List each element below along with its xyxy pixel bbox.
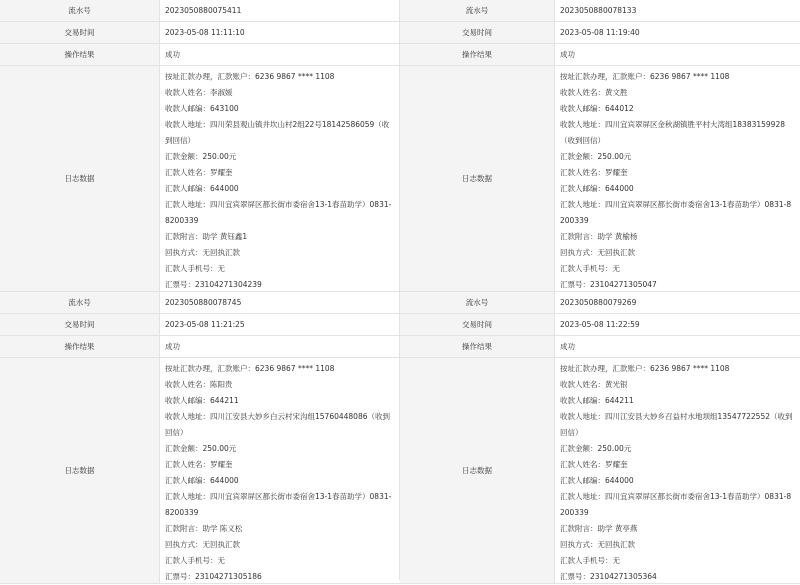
record-card-1 [0,0,400,292]
trade-time-value: 2023-05-08 11:21:25 [165,320,245,329]
log-line: 回执方式：无回执汇款 [165,248,240,257]
record-card-2 [400,0,800,292]
log-line: 收款人姓名：李淑媛 [165,88,233,97]
result-row [400,44,800,66]
log-line: 收款人地址：四川荣县观山镇井坎山村2组22号18142586059（收到回信） [165,120,390,145]
serial-label: 流水号 [0,0,160,21]
serial-value: 2023050880078745 [165,298,242,307]
result-value: 成功 [165,50,180,59]
trade-time-row [400,22,800,44]
log-line: 按址汇款办理，汇款账户：6236 9867 **** 1108 [560,364,730,373]
log-data [160,66,400,291]
result-label: 操作结果 [0,44,160,65]
serial-row [400,292,800,314]
trade-time-value: 2023-05-08 11:22:59 [560,320,640,329]
log-line: 汇款附言：助学 黄钰鑫1 [165,232,248,241]
serial-label: 流水号 [400,292,555,313]
log-line: 回执方式：无回执汇款 [165,540,240,549]
log-line: 收款人姓名：陈阳贵 [165,380,233,389]
result-row [400,336,800,358]
result-value: 成功 [560,342,575,351]
trade-time-row [0,22,400,44]
log-line: 汇款人地址：四川宜宾翠屏区都长街市委宿舍13-1春苗助学）0831-8200339 [560,200,792,225]
trade-time-label: 交易时间 [400,314,555,335]
log-line: 汇款金额：250.00元 [560,152,632,161]
log-line: 汇票号：23104271305186 [165,572,262,581]
log-line: 汇款金额：250.00元 [165,152,237,161]
record-card-4 [400,292,800,584]
log-line: 回执方式：无回执汇款 [560,248,635,257]
serial-label: 流水号 [400,0,555,21]
result-label: 操作结果 [400,336,555,357]
log-line: 汇款人手机号：无 [165,556,225,565]
log-line: 汇款附言：助学 黄榆杨 [560,232,638,241]
trade-time-value: 2023-05-08 11:11:10 [165,28,245,37]
log-line: 按址汇款办理，汇款账户：6236 9867 **** 1108 [165,364,335,373]
log-line: 收款人地址：四川江安县大妙乡召益村水地坝组13547722552（收到回信） [560,412,793,437]
log-line: 收款人地址：四川宜宾翠屏区金秋湖镇胜平村大湾组18383159928（收到回信） [560,120,785,145]
result-row [0,336,400,358]
log-line: 汇款人姓名：罗耀奎 [165,460,233,469]
log-line: 汇款人邮编：644000 [560,476,634,485]
log-line: 回执方式：无回执汇款 [560,540,635,549]
log-row [400,358,800,584]
log-line: 汇票号：23104271304239 [165,280,262,289]
log-line: 汇款人地址：四川宜宾翠屏区都长街市委宿舍13-1春苗助学）0831-8200339 [165,492,392,517]
log-line: 汇票号：23104271305047 [560,280,657,289]
trade-time-label: 交易时间 [0,314,160,335]
log-line: 汇款人姓名：罗耀奎 [165,168,233,177]
log-line: 汇款附言：助学 黄亭燕 [560,524,638,533]
log-label: 日志数据 [0,358,160,583]
log-label: 日志数据 [0,66,160,291]
log-label: 日志数据 [400,358,555,583]
log-row [0,66,400,292]
serial-label: 流水号 [0,292,160,313]
result-label: 操作结果 [400,44,555,65]
log-line: 汇款金额：250.00元 [560,444,632,453]
log-line: 汇款人手机号：无 [560,264,620,273]
serial-value: 2023050880075411 [165,6,242,15]
trade-time-row [0,314,400,336]
log-line: 汇款金额：250.00元 [165,444,237,453]
trade-time-row [400,314,800,336]
log-data [160,358,400,583]
serial-value: 2023050880079269 [560,298,637,307]
serial-row [400,0,800,22]
serial-value: 2023050880078133 [560,6,637,15]
log-line: 汇款人手机号：无 [165,264,225,273]
log-line: 汇款人姓名：罗耀奎 [560,460,628,469]
result-value: 成功 [165,342,180,351]
log-line: 按址汇款办理，汇款账户：6236 9867 **** 1108 [560,72,730,81]
log-line: 收款人邮编：643100 [165,104,239,113]
log-line: 汇款人地址：四川宜宾翠屏区都长街市委宿舍13-1春苗助学）0831-8200339 [165,200,392,225]
log-line: 收款人邮编：644211 [165,396,239,405]
result-row [0,44,400,66]
log-row [400,66,800,292]
record-card-3 [0,292,400,584]
log-line: 汇款人姓名：罗耀奎 [560,168,628,177]
log-line: 收款人地址：四川江安县大妙乡白云村宋沟组15760448086（收到回信） [165,412,390,437]
log-line: 汇款人手机号：无 [560,556,620,565]
log-line: 收款人姓名：黄光银 [560,380,628,389]
log-line: 汇款人邮编：644000 [165,184,239,193]
log-line: 汇款人地址：四川宜宾翠屏区都长街市委宿舍13-1春苗助学）0831-8200339 [560,492,792,517]
log-line: 汇款附言：助学 陈义松 [165,524,243,533]
log-line: 收款人邮编：644211 [560,396,634,405]
serial-row [0,292,400,314]
log-line: 按址汇款办理，汇款账户：6236 9867 **** 1108 [165,72,335,81]
log-line: 收款人邮编：644012 [560,104,634,113]
log-line: 汇款人邮编：644000 [165,476,239,485]
trade-time-label: 交易时间 [400,22,555,43]
log-row [0,358,400,584]
result-label: 操作结果 [0,336,160,357]
log-line: 汇款人邮编：644000 [560,184,634,193]
log-data [555,358,800,583]
log-line: 汇票号：23104271305364 [560,572,657,581]
column-divider [399,0,400,580]
trade-time-value: 2023-05-08 11:19:40 [560,28,640,37]
result-value: 成功 [560,50,575,59]
log-label: 日志数据 [400,66,555,291]
trade-time-label: 交易时间 [0,22,160,43]
serial-row [0,0,400,22]
log-line: 收款人姓名：黄文胜 [560,88,628,97]
log-data [555,66,800,291]
